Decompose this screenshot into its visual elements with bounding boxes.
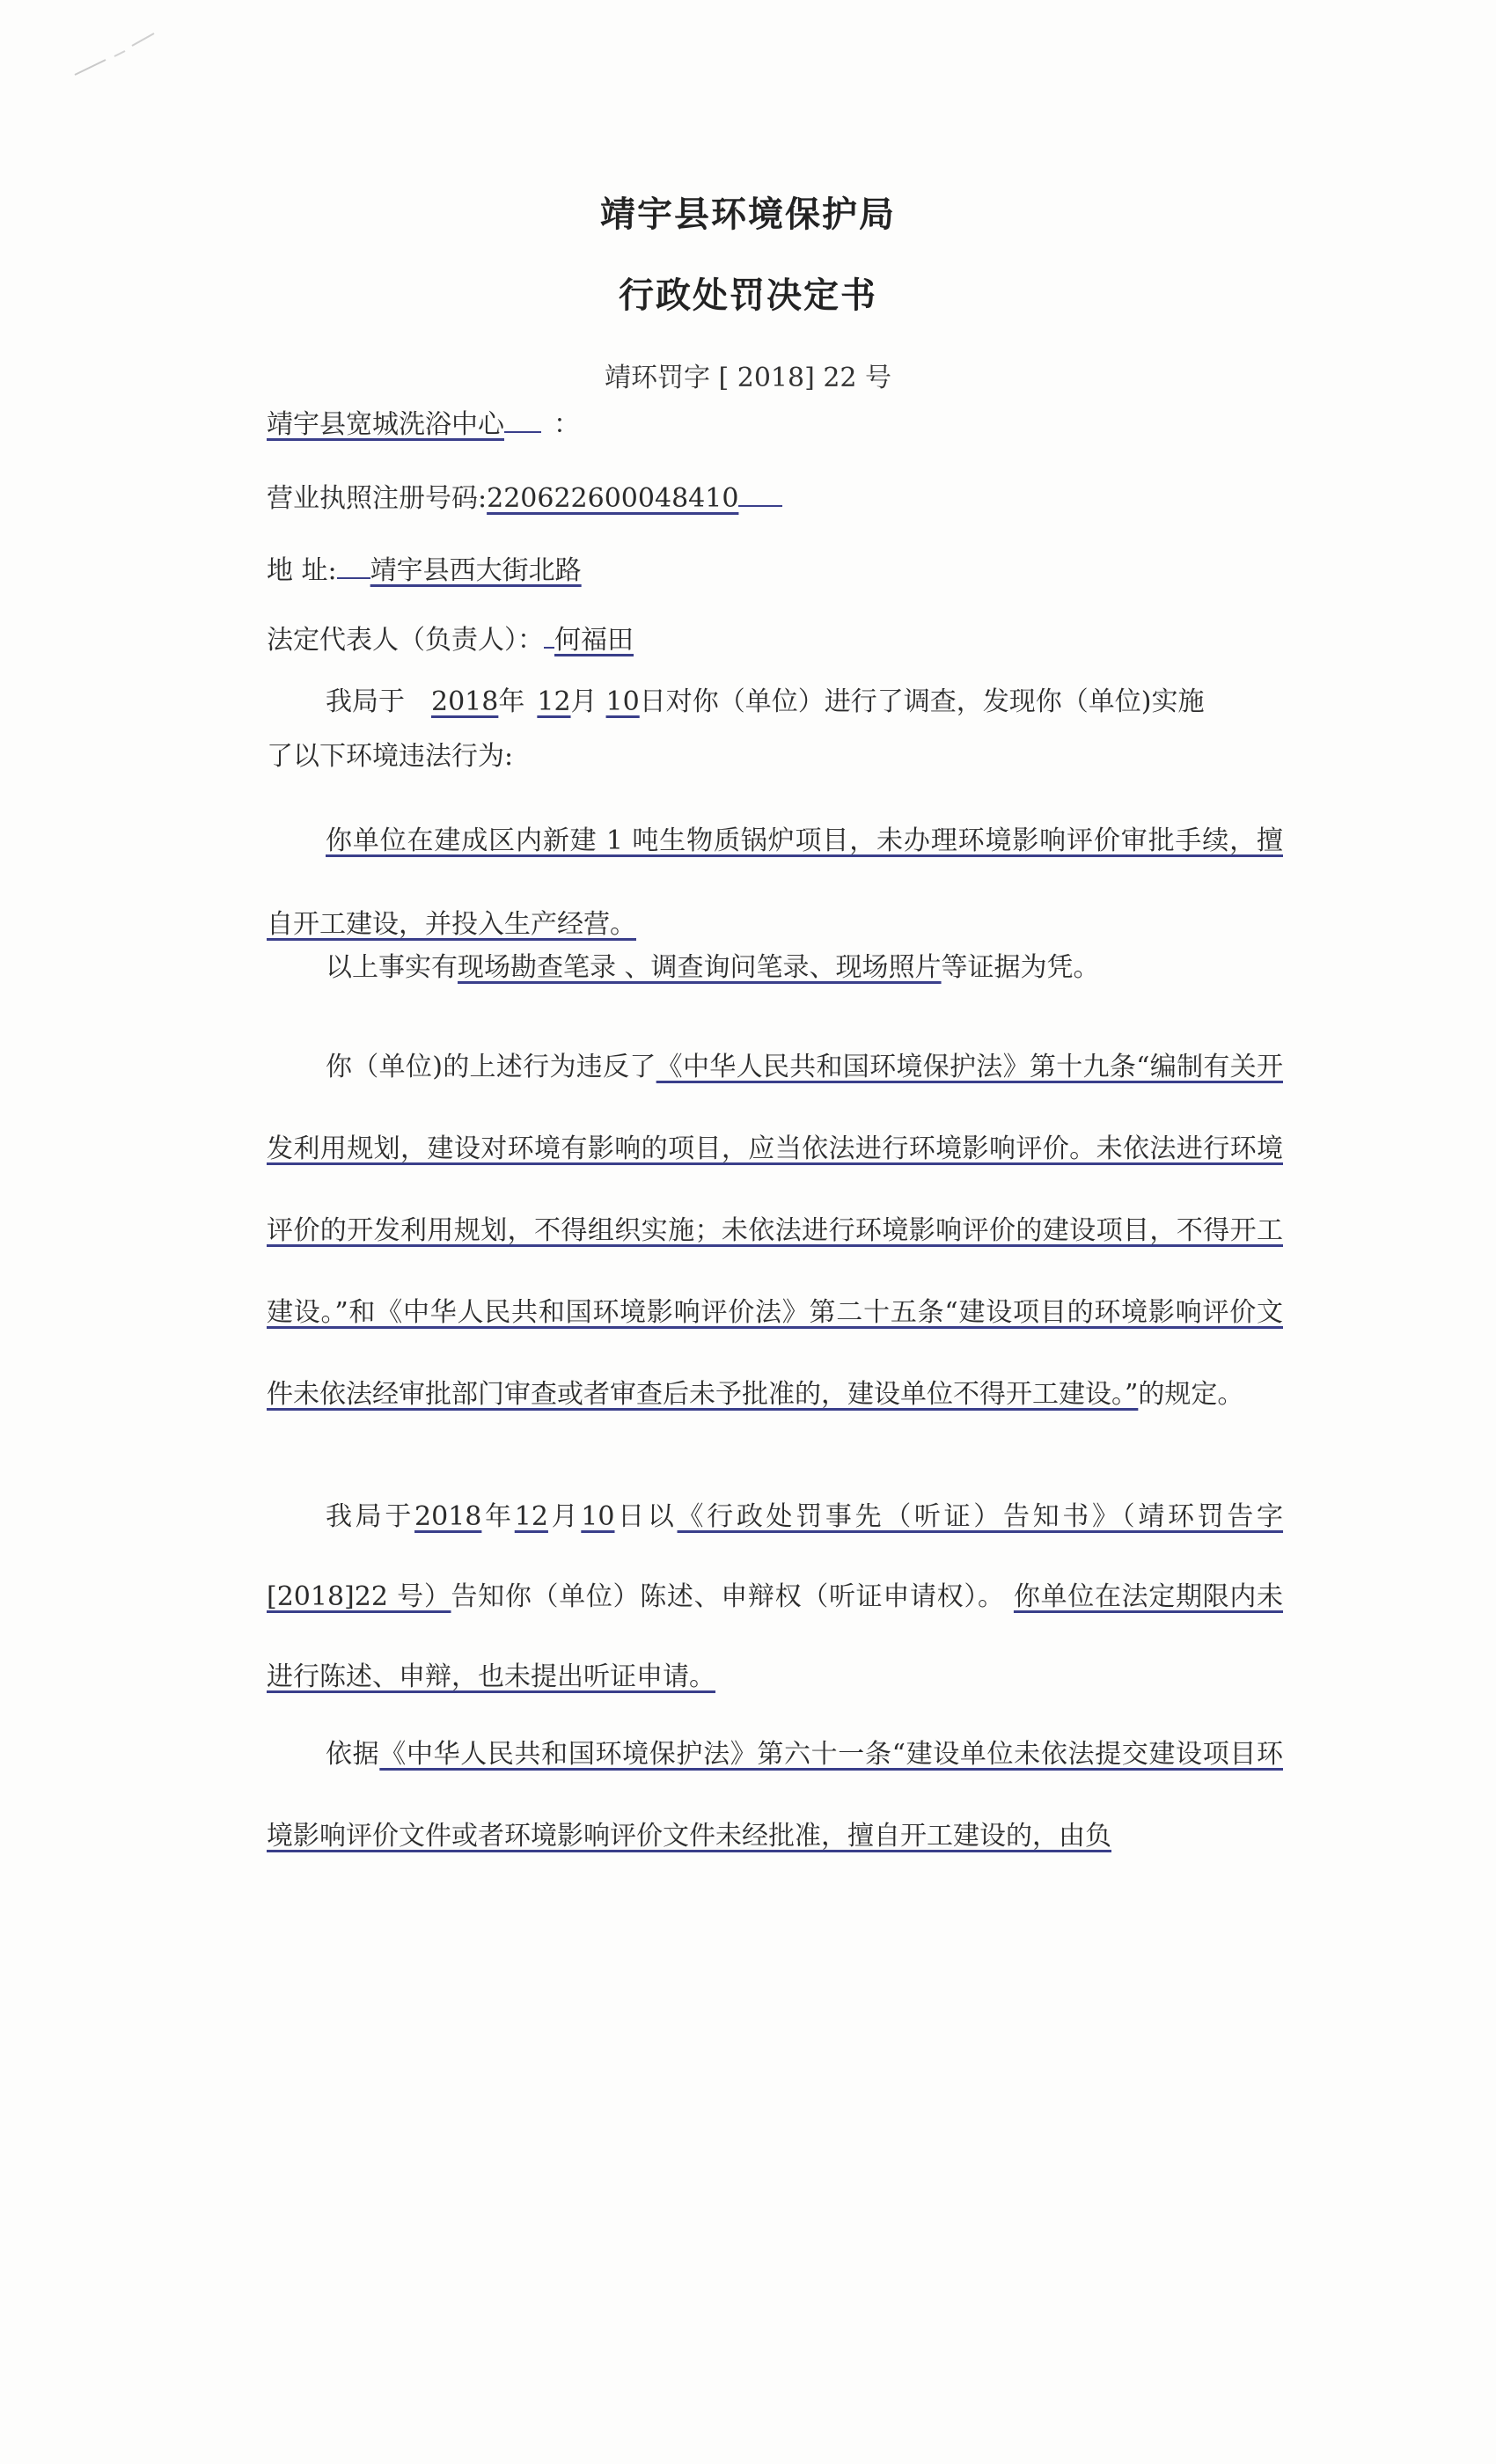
notice-document: 《行政处罚事先（听证）告知书》（靖环罚告字 [2018]22 号）: [267, 1501, 1284, 1612]
blank-underline: [337, 547, 370, 579]
representative-label: 法定代表人（负责人）：: [267, 625, 544, 656]
agency-title: 靖宇县环境保护局: [600, 194, 896, 235]
basis-prefix: 依据: [326, 1739, 380, 1770]
evidence-items: 现场勘查笔录 、调查询问笔录、现场照片: [458, 952, 942, 983]
unit-month: 月: [547, 1501, 582, 1532]
investigation-line-1: [326, 679, 1204, 718]
evidence-suffix: 等证据为凭。: [941, 952, 1100, 983]
scan-mark: [70, 26, 167, 88]
party-name-suffix: ：: [554, 409, 580, 440]
law-prefix: 你（单位)的上述行为违反了: [326, 1052, 656, 1082]
notice-year: 2018: [414, 1501, 482, 1532]
notice-paragraph: [267, 1477, 1283, 1717]
party-name: 靖宇县宽城洗浴中心: [267, 409, 504, 440]
notice-outcome: 你单位在法定期限内未进行陈述、申辩，也未提出听证申请。: [267, 1581, 1284, 1692]
investigation-line-2: 了以下环境违法行为:: [267, 741, 514, 772]
license-line: [267, 475, 782, 515]
blank-underline: [504, 401, 541, 433]
law-citation: 《中华人民共和国环境保护法》第十九条“编制有关开发利用规划，建设对环境有影响的项目，应当依法进行环境影响评价。未依法进行环境评价的开发利用规划，不得组织实施；未依法进行环境影响评价的建设项目，不得开工建设。”和《中华人民共和国环境影响评价法》第二十五条“建设项目的环境影响评价文件未依法经审批部门审查或者审查后未予批准的，建设单位不得开工建设。”: [267, 1052, 1283, 1410]
basis-text: 《中华人民共和国环境保护法》第六十一条“建设单位未依法提交建设项目环境影响评价文件或者环境影响评价文件未经批准，擅自开工建设的，由负: [267, 1739, 1283, 1852]
unit-month: 月: [570, 686, 598, 717]
notice-prefix: 我局于: [326, 1501, 415, 1532]
representative-name: 何福田: [554, 625, 634, 656]
violation-text: 你单位在建成区内新建 1 吨生物质锅炉项目，未办理环境影响评价审批手续，擅自开工建设，并投入生产经营。: [267, 825, 1283, 940]
notice-month: 12: [514, 1501, 548, 1532]
address-line: [267, 547, 582, 587]
document-number: 靖环罚字 [ 2018] 22 号: [604, 363, 892, 393]
investigation-month: 12: [537, 686, 571, 717]
notice-mid: 日以: [614, 1501, 678, 1532]
license-number: 220622600048410: [487, 483, 739, 514]
license-label: 营业执照注册号码:: [267, 483, 488, 514]
notice-rest: 告知你（单位）陈述、申辩权（听证申请权）。: [451, 1581, 1005, 1612]
basis-paragraph: [267, 1713, 1283, 1877]
investigation-prefix: 我局于: [326, 686, 405, 717]
evidence-paragraph: [267, 945, 1283, 984]
address-label: 地 址:: [267, 555, 337, 586]
notice-day: 10: [581, 1501, 615, 1532]
address-value: 靖宇县西大街北路: [370, 555, 582, 586]
party-name-line: [267, 401, 580, 441]
unit-year: 年: [481, 1501, 515, 1532]
blank-underline: [544, 617, 554, 649]
law-paragraph: [267, 1026, 1283, 1435]
representative-line: [267, 617, 634, 656]
law-suffix: 的规定。: [1138, 1379, 1244, 1410]
evidence-prefix: 以上事实有: [326, 952, 458, 983]
blank-underline: [738, 475, 782, 507]
investigation-year: 2018: [431, 686, 499, 717]
document-title: 行政处罚决定书: [619, 275, 877, 316]
unit-year: 年: [498, 686, 525, 717]
violation-paragraph: [267, 799, 1283, 966]
investigation-rest: 日对你（单位）进行了调查，发现你（单位)实施: [639, 686, 1205, 717]
investigation-day: 10: [605, 686, 640, 717]
